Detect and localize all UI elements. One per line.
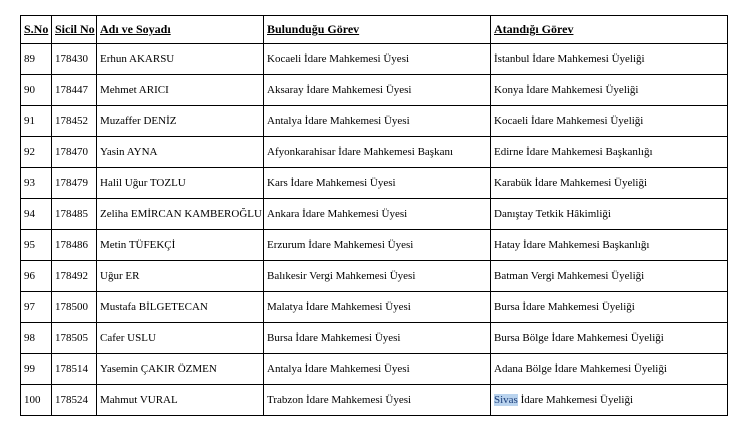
cell-sno: 97 [21, 292, 52, 323]
cell-assigned-position [491, 75, 728, 106]
cell-current-position: Kars İdare Mahkemesi Üyesi [264, 168, 491, 199]
assigned-text: Konya İdare Mahkemesi Üyeliği [494, 84, 639, 96]
table-row [21, 44, 728, 75]
cell-assigned-position [491, 230, 728, 261]
cell-sno: 92 [21, 137, 52, 168]
cell-current-position: Erzurum İdare Mahkemesi Üyesi [264, 230, 491, 261]
table-row [21, 199, 728, 230]
cell-assigned-position [491, 137, 728, 168]
cell-sno: 99 [21, 354, 52, 385]
assigned-text: Danıştay Tetkik Hâkimliği [494, 208, 611, 220]
cell-sno: 96 [21, 261, 52, 292]
header-name: Adı ve Soyadı [97, 16, 264, 44]
assigned-text: Kocaeli İdare Mahkemesi Üyeliği [494, 115, 644, 127]
cell-assigned-position [491, 354, 728, 385]
cell-name: Cafer USLU [97, 323, 264, 354]
cell-current-position: Kocaeli İdare Mahkemesi Üyesi [264, 44, 491, 75]
cell-sicil-no: 178485 [52, 199, 97, 230]
cell-sno: 89 [21, 44, 52, 75]
cell-name: Yasin AYNA [97, 137, 264, 168]
cell-sicil-no: 178486 [52, 230, 97, 261]
assigned-text: Karabük İdare Mahkemesi Üyeliği [494, 177, 648, 189]
cell-name: Halil Uğur TOZLU [97, 168, 264, 199]
cell-current-position: Bursa İdare Mahkemesi Üyesi [264, 323, 491, 354]
table-row [21, 106, 728, 137]
cell-sno: 91 [21, 106, 52, 137]
cell-assigned-position [491, 168, 728, 199]
cell-sno: 94 [21, 199, 52, 230]
table-row [21, 292, 728, 323]
cell-current-position: Ankara İdare Mahkemesi Üyesi [264, 199, 491, 230]
table-row [21, 385, 728, 416]
cell-current-position: Aksaray İdare Mahkemesi Üyesi [264, 75, 491, 106]
assigned-text: Bursa Bölge İdare Mahkemesi Üyeliği [494, 332, 664, 344]
assigned-text: Adana Bölge İdare Mahkemesi Üyeliği [494, 363, 667, 375]
cell-sicil-no: 178430 [52, 44, 97, 75]
cell-sicil-no: 178500 [52, 292, 97, 323]
assigned-text: İstanbul İdare Mahkemesi Üyeliği [494, 53, 645, 65]
cell-name: Metin TÜFEKÇİ [97, 230, 264, 261]
cell-name: Muzaffer DENİZ [97, 106, 264, 137]
table-row [21, 230, 728, 261]
table-row [21, 261, 728, 292]
assigned-text: Batman Vergi Mahkemesi Üyeliği [494, 270, 645, 282]
assignment-table [20, 15, 728, 416]
cell-sicil-no: 178524 [52, 385, 97, 416]
cell-sicil-no: 178479 [52, 168, 97, 199]
header-sno: S.No [21, 16, 52, 44]
table-body [21, 44, 728, 416]
header-current-position: Bulunduğu Görev [264, 16, 491, 44]
cell-assigned-position [491, 385, 728, 416]
table-row [21, 137, 728, 168]
cell-sno: 90 [21, 75, 52, 106]
cell-sicil-no: 178505 [52, 323, 97, 354]
table-row [21, 168, 728, 199]
table-row [21, 75, 728, 106]
cell-assigned-position [491, 261, 728, 292]
assigned-text: Hatay İdare Mahkemesi Başkanlığı [494, 239, 650, 251]
header-assigned-position: Atandığı Görev [491, 16, 728, 44]
assigned-text: İdare Mahkemesi Üyeliği [517, 394, 633, 406]
cell-current-position: Balıkesir Vergi Mahkemesi Üyesi [264, 261, 491, 292]
cell-name: Yasemin ÇAKIR ÖZMEN [97, 354, 264, 385]
cell-sno: 95 [21, 230, 52, 261]
cell-current-position: Malatya İdare Mahkemesi Üyesi [264, 292, 491, 323]
assigned-text: Bursa İdare Mahkemesi Üyeliği [494, 301, 635, 313]
cell-name: Zeliha EMİRCAN KAMBEROĞLU [97, 199, 264, 230]
cell-name: Mehmet ARICI [97, 75, 264, 106]
cell-name: Uğur ER [97, 261, 264, 292]
cell-name: Erhun AKARSU [97, 44, 264, 75]
cell-current-position: Antalya İdare Mahkemesi Üyesi [264, 106, 491, 137]
cell-sicil-no: 178514 [52, 354, 97, 385]
table-row [21, 323, 728, 354]
cell-sno: 98 [21, 323, 52, 354]
cell-current-position: Antalya İdare Mahkemesi Üyesi [264, 354, 491, 385]
selection-highlight: Sivas [494, 394, 518, 406]
cell-assigned-position [491, 292, 728, 323]
cell-assigned-position [491, 323, 728, 354]
header-sicil-no: Sicil No [52, 16, 97, 44]
table-header-row [21, 16, 728, 44]
assigned-text: Edirne İdare Mahkemesi Başkanlığı [494, 146, 653, 158]
cell-assigned-position [491, 106, 728, 137]
cell-sicil-no: 178447 [52, 75, 97, 106]
cell-current-position: Afyonkarahisar İdare Mahkemesi Başkanı [264, 137, 491, 168]
cell-sno: 93 [21, 168, 52, 199]
cell-name: Mahmut VURAL [97, 385, 264, 416]
cell-sno: 100 [21, 385, 52, 416]
cell-sicil-no: 178470 [52, 137, 97, 168]
cell-name: Mustafa BİLGETECAN [97, 292, 264, 323]
cell-current-position: Trabzon İdare Mahkemesi Üyesi [264, 385, 491, 416]
cell-sicil-no: 178452 [52, 106, 97, 137]
cell-assigned-position [491, 199, 728, 230]
cell-sicil-no: 178492 [52, 261, 97, 292]
cell-assigned-position [491, 44, 728, 75]
table-row [21, 354, 728, 385]
